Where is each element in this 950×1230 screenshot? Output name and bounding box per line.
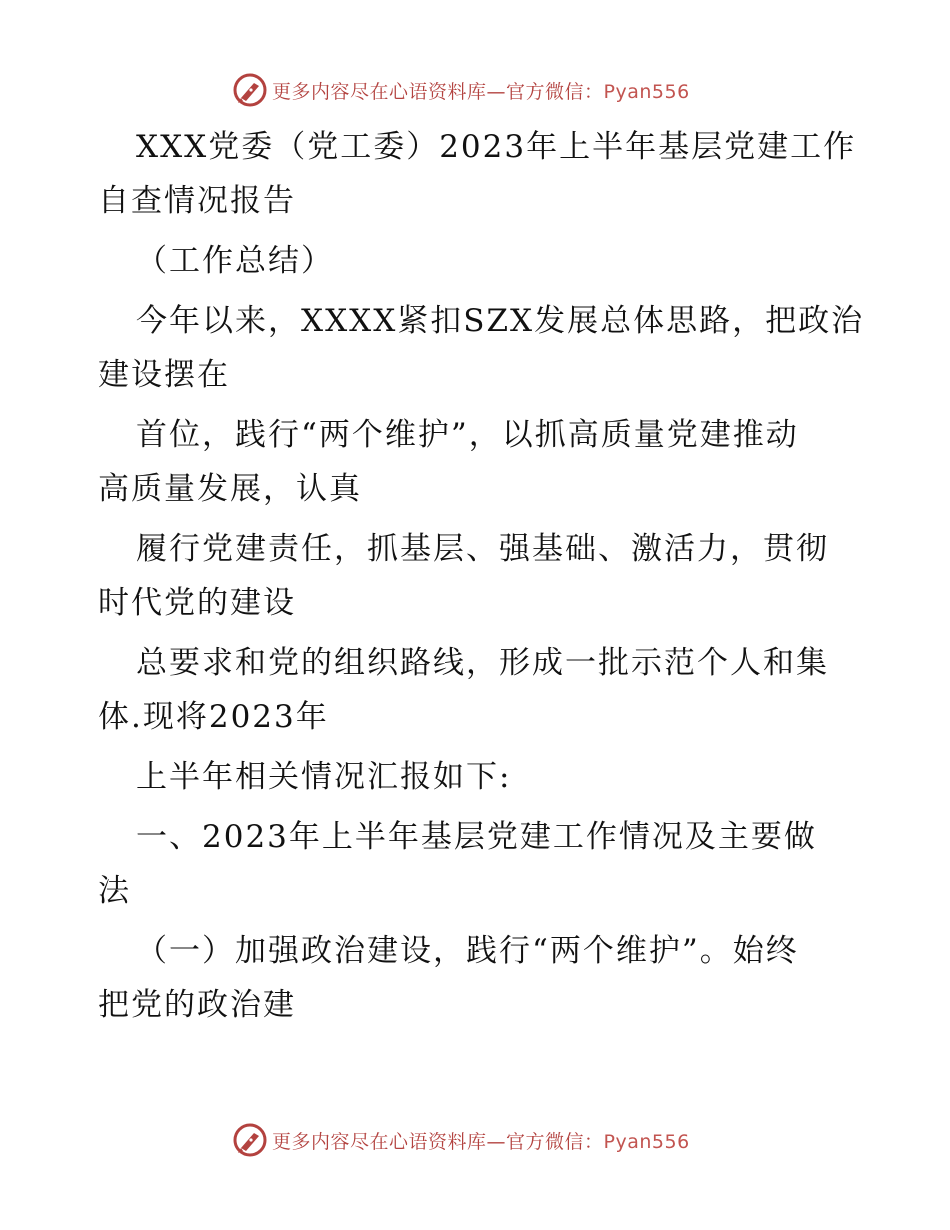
paragraph-line: 建设摆在 (98, 357, 230, 393)
paragraph-line: 体.现将2023年 (98, 699, 329, 735)
watermark-wechat-id: Pyan556 (603, 80, 690, 103)
title-line-2: 自查情况报告 (98, 183, 296, 219)
watermark-text: 更多内容尽在心语资料库—官方微信： (272, 80, 604, 103)
watermark-banner-top (232, 70, 690, 110)
paragraph-line: 高质量发展，认真 (98, 471, 362, 507)
paragraph-line: 总要求和党的组织路线，形成一批示范个人和集 (136, 645, 829, 681)
title-line-1: XXX党委（党工委）2023年上半年基层党建工作 (136, 129, 857, 165)
paragraph-line: 把党的政治建 (98, 987, 296, 1023)
document-body (98, 120, 865, 1032)
paragraph-line: （一）加强政治建设，践行“两个维护”。始终 (136, 933, 799, 969)
section-heading-line: 一、2023年上半年基层党建工作情况及主要做 (136, 819, 817, 855)
red-pen-nib-logo-icon (232, 1122, 268, 1158)
paragraph-line: 上半年相关情况汇报如下: (136, 759, 512, 795)
watermark-banner-bottom (232, 1120, 690, 1160)
watermark-text: 更多内容尽在心语资料库—官方微信： (272, 1130, 604, 1153)
subtitle-line: （工作总结） (136, 243, 334, 279)
paragraph-line: 今年以来，XXXX紧扣SZX发展总体思路，把政治 (136, 303, 865, 339)
paragraph-line: 履行党建责任，抓基层、强基础、激活力，贯彻 (136, 531, 829, 567)
watermark-wechat-id: Pyan556 (603, 1130, 690, 1153)
section-heading-line: 法 (98, 873, 131, 909)
paragraph-line: 时代党的建设 (98, 585, 296, 621)
red-pen-nib-logo-icon (232, 72, 268, 108)
paragraph-line: 首位，践行“两个维护”，以抓高质量党建推动 (136, 417, 799, 453)
